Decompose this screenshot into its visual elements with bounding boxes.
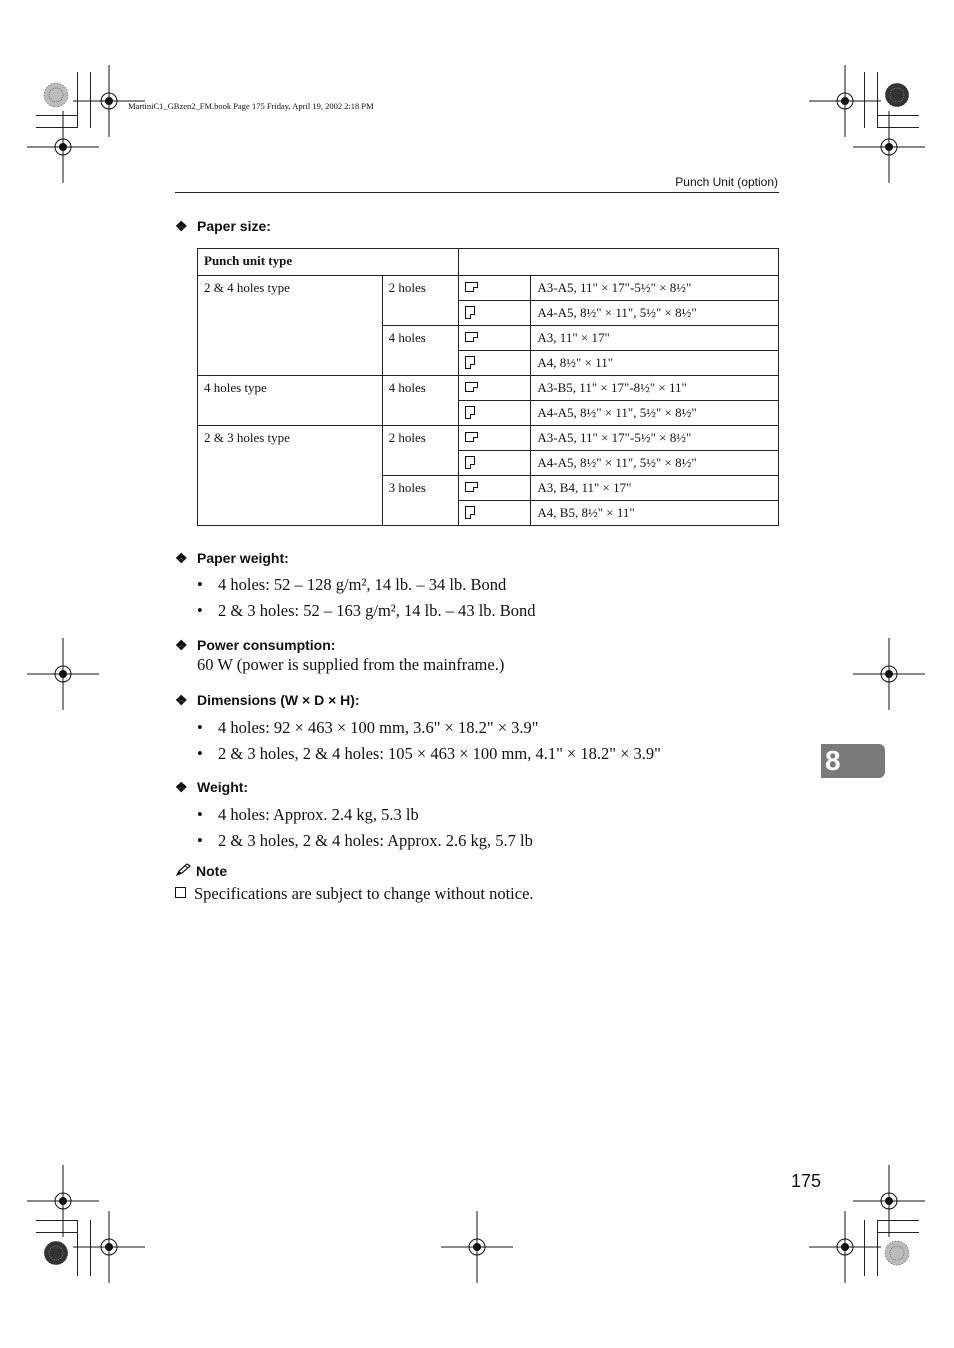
chapter-tab: [821, 744, 885, 778]
portrait-paper-icon: [465, 456, 475, 469]
paper-size-cell: A4-A5, 8½" × 11", 5½" × 8½": [531, 401, 779, 426]
list-item: • 2 & 3 holes, 2 & 4 holes: 105 × 463 × 100 mm, 4.1" × 18.2" × 3.9": [197, 744, 661, 763]
list-item: • 4 holes: Approx. 2.4 kg, 5.3 lb: [197, 805, 419, 824]
punch-type-cell: 2 & 4 holes type: [198, 276, 383, 376]
holes-cell: 4 holes: [382, 376, 458, 426]
orientation-cell: [458, 401, 531, 426]
weight-heading: ❖ Weight:: [175, 779, 249, 795]
landscape-paper-icon: [465, 332, 478, 342]
table-header: Punch unit type: [198, 249, 459, 276]
diamond-bullet-icon: ❖: [175, 550, 188, 566]
paper-size-cell: A3-A5, 11" × 17"-5½" × 8½": [531, 276, 779, 301]
landscape-paper-icon: [465, 282, 478, 292]
landscape-paper-icon: [465, 382, 478, 392]
list-item: • 2 & 3 holes, 2 & 4 holes: Approx. 2.6 kg, 5.7 lb: [197, 831, 533, 850]
weight-list: [197, 803, 533, 855]
holes-cell: 3 holes: [382, 476, 458, 526]
table-header-row: [198, 249, 779, 276]
running-head: Punch Unit (option): [675, 175, 778, 189]
paper-size-cell: A3-A5, 11" × 17"-5½" × 8½": [531, 426, 779, 451]
diamond-bullet-icon: ❖: [175, 218, 188, 234]
landscape-paper-icon: [465, 482, 478, 492]
portrait-paper-icon: [465, 306, 475, 319]
orientation-cell: [458, 351, 531, 376]
paper-size-cell: A3, 11" × 17": [531, 326, 779, 351]
table-row: [198, 276, 779, 301]
paper-size-cell: A4-A5, 8½" × 11", 5½" × 8½": [531, 451, 779, 476]
pencil-icon: [175, 863, 193, 877]
paper-size-cell: A4-A5, 8½" × 11", 5½" × 8½": [531, 301, 779, 326]
paper-size-cell: A3-B5, 11" × 17"-8½" × 11": [531, 376, 779, 401]
paper-size-heading: ❖ Paper size:: [175, 218, 271, 234]
orientation-cell: [458, 426, 531, 451]
checkbox-bullet-icon: [175, 887, 186, 898]
orientation-cell: [458, 476, 531, 501]
power-text: 60 W (power is supplied from the mainframe.): [197, 655, 505, 674]
landscape-paper-icon: [465, 432, 478, 442]
header-rule: [175, 192, 779, 193]
orientation-cell: [458, 451, 531, 476]
orientation-cell: [458, 326, 531, 351]
paper-size-cell: A3, B4, 11" × 17": [531, 476, 779, 501]
diamond-bullet-icon: ❖: [175, 692, 188, 708]
orientation-cell: [458, 376, 531, 401]
list-item: • 4 holes: 52 – 128 g/m², 14 lb. – 34 lb. Bond: [197, 575, 507, 594]
dimensions-heading: ❖ Dimensions (W × D × H):: [175, 692, 360, 708]
holes-cell: 2 holes: [382, 276, 458, 326]
dimensions-list: [197, 716, 661, 768]
diamond-bullet-icon: ❖: [175, 637, 188, 653]
portrait-paper-icon: [465, 356, 475, 369]
paper-size-cell: A4, 8½" × 11": [531, 351, 779, 376]
portrait-paper-icon: [465, 406, 475, 419]
table-row: [198, 376, 779, 401]
list-item: • 4 holes: 92 × 463 × 100 mm, 3.6" × 18.2" × 3.9": [197, 718, 539, 737]
file-info: MartiniC1_GBzen2_FM.book Page 175 Friday, April 19, 2002 2:18 PM: [128, 101, 374, 111]
table-row: [198, 426, 779, 451]
paper-weight-heading: ❖ Paper weight:: [175, 550, 289, 566]
punch-type-cell: 2 & 3 holes type: [198, 426, 383, 526]
paper-size-table: [197, 248, 779, 526]
holes-cell: 2 holes: [382, 426, 458, 476]
page-number: 175: [791, 1171, 822, 1191]
list-item: • 2 & 3 holes: 52 – 163 g/m², 14 lb. – 43 lb. Bond: [197, 601, 536, 620]
orientation-cell: [458, 301, 531, 326]
table-header-blank: [458, 249, 778, 276]
orientation-cell: [458, 276, 531, 301]
paper-weight-list: [197, 573, 536, 625]
power-consumption-heading: ❖ Power consumption:: [175, 637, 336, 653]
diamond-bullet-icon: ❖: [175, 779, 188, 795]
chapter-number: 8: [825, 745, 841, 776]
note-heading: Note: [175, 863, 227, 879]
orientation-cell: [458, 501, 531, 526]
punch-type-cell: 4 holes type: [198, 376, 383, 426]
note-item: Specifications are subject to change without notice.: [175, 884, 534, 904]
paper-size-cell: A4, B5, 8½" × 11": [531, 501, 779, 526]
holes-cell: 4 holes: [382, 326, 458, 376]
portrait-paper-icon: [465, 506, 475, 519]
